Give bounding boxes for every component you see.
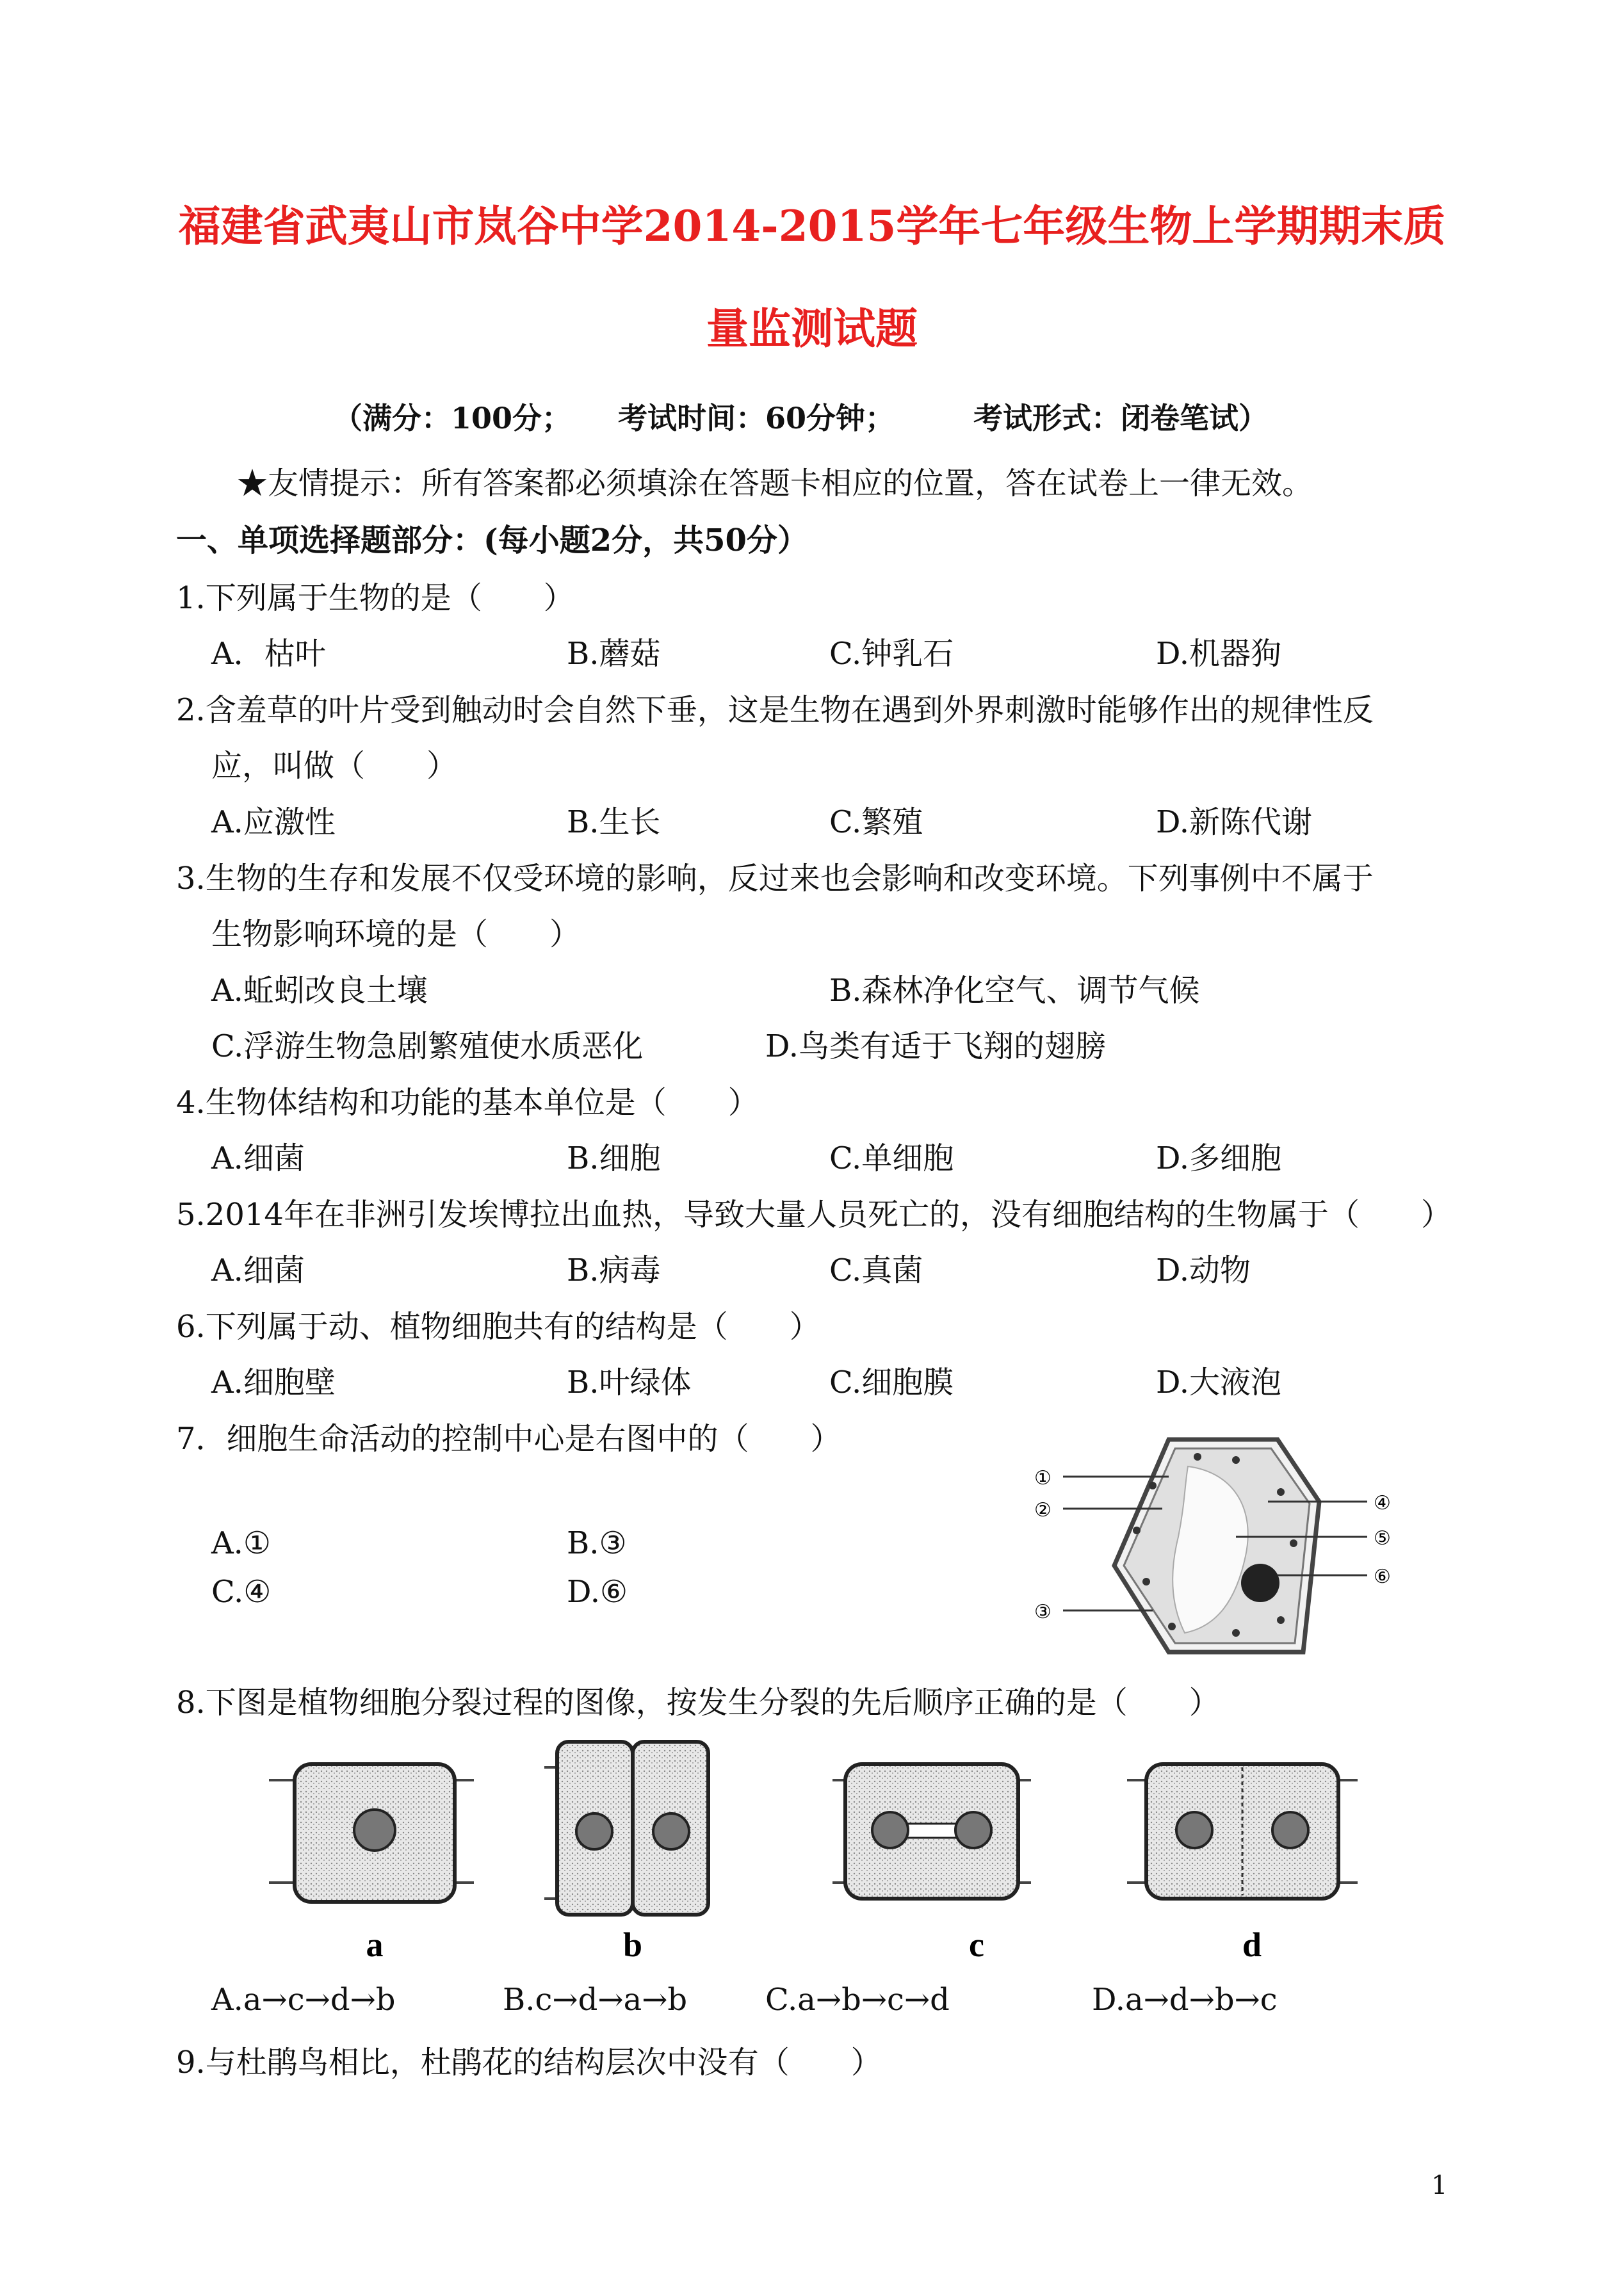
question-3-option-b: B.森林净化空气、调节气候 [829, 973, 1200, 1009]
chloroplast-dot [1277, 1488, 1285, 1496]
nucleus [1241, 1564, 1279, 1602]
question-6-stem: 6.下列属于动、植物细胞共有的结构是（ ） [176, 1309, 820, 1345]
question-1-option-c: C.钟乳石 [829, 636, 954, 672]
callout-5: ⑤ [1374, 1527, 1391, 1550]
chloroplast-dot [1290, 1539, 1297, 1547]
question-6-option-a: A.细胞壁 [211, 1365, 336, 1400]
question-4-option-d: D.多细胞 [1156, 1140, 1282, 1176]
question-6-option-c: C.细胞膜 [829, 1365, 954, 1400]
question-7-option-a: A.① [211, 1525, 271, 1561]
question-6-option-d: D.大液泡 [1156, 1365, 1282, 1400]
question-3-option-a: A.蚯蚓改良土壤 [211, 973, 428, 1009]
figure-label-d: d [1242, 1926, 1262, 1964]
question-7-option-b: B.③ [567, 1525, 627, 1561]
question-8-option-c: C.a→b→c→d [765, 1982, 950, 2018]
question-5-stem: 5.2014年在非洲引发埃博拉出血热，导致大量人员死亡的，没有细胞结构的生物属于（ ） [176, 1197, 1452, 1233]
question-8-option-a: A.a→c→d→b [211, 1982, 396, 2018]
question-2-option-a: A.应激性 [211, 804, 336, 840]
question-4-option-b: B.细胞 [567, 1140, 661, 1176]
callout-3: ③ [1034, 1601, 1052, 1623]
chloroplast-dot [1168, 1623, 1176, 1630]
cell-stage-d [1127, 1764, 1358, 1899]
question-2-option-b: B.生长 [567, 804, 661, 840]
chloroplast-dot [1133, 1527, 1141, 1534]
chloroplast-dot [1232, 1456, 1240, 1464]
question-2-option-d: D.新陈代谢 [1156, 804, 1313, 840]
question-1-option-a: A．枯叶 [211, 636, 326, 672]
question-8-stem: 8.下图是植物细胞分裂过程的图像，按发生分裂的先后顺序正确的是（ ） [176, 1685, 1220, 1721]
question-2-stem-line1: 2.含羞草的叶片受到触动时会自然下垂，这是生物在遇到外界刺激时能够作出的规律性反 [176, 692, 1374, 728]
cell-division-figure [269, 1729, 1390, 1972]
figure-label-c: c [969, 1926, 984, 1964]
question-7-stem: 7．细胞生命活动的控制中心是右图中的（ ） [176, 1421, 841, 1457]
question-5-option-b: B.病毒 [567, 1253, 661, 1288]
question-6-option-b: B.叶绿体 [567, 1365, 692, 1400]
question-3-stem-line2: 生物影响环境的是（ ） [211, 916, 581, 952]
callout-1: ① [1034, 1467, 1052, 1489]
page-number: 1 [1431, 2171, 1448, 2200]
question-1-stem: 1.下列属于生物的是（ ） [176, 580, 574, 616]
question-3-option-d: D.鸟类有适于飞翔的翅膀 [765, 1028, 1107, 1064]
cell-stage-c [832, 1764, 1031, 1899]
section-heading: 一、单项选择题部分：(每小题2分，共50分） [176, 523, 808, 558]
exam-form: 考试形式：闭卷笔试） [973, 401, 1268, 435]
question-7-option-c: C.④ [211, 1574, 272, 1610]
question-2-stem-line2: 应，叫做（ ） [211, 748, 458, 784]
question-3-option-c: C.浮游生物急剧繁殖使水质恶化 [211, 1028, 644, 1064]
question-3-stem-line1: 3.生物的生存和发展不仅受环境的影响，反过来也会影响和改变环境。下列事例中不属于 [176, 861, 1374, 896]
question-2-option-c: C.繁殖 [829, 804, 923, 840]
question-4-option-c: C.单细胞 [829, 1140, 954, 1176]
figure-label-b: b [622, 1926, 643, 1964]
callout-6: ⑥ [1374, 1566, 1391, 1588]
chloroplast-dot [1142, 1578, 1150, 1585]
question-9-stem: 9.与杜鹃鸟相比，杜鹃花的结构层次中没有（ ） [176, 2045, 882, 2080]
cell-stage-b [544, 1742, 708, 1915]
full-score: （满分：100分； [333, 401, 572, 435]
chloroplast-dot [1149, 1482, 1157, 1489]
cell-stage-a [269, 1764, 474, 1902]
chloroplast-dot [1194, 1453, 1201, 1461]
question-7-option-d: D.⑥ [567, 1574, 628, 1610]
document-title-line2: 量监测试题 [706, 304, 918, 353]
question-5-option-a: A.细菌 [211, 1253, 305, 1288]
question-8-option-d: D.a→d→b→c [1092, 1982, 1278, 2018]
question-5-option-d: D.动物 [1156, 1253, 1251, 1288]
reminder: ★友情提示：所有答案都必须填涂在答题卡相应的位置，答在试卷上一律无效。 [237, 466, 1313, 501]
question-4-option-a: A.细菌 [211, 1140, 305, 1176]
callout-2: ② [1034, 1499, 1052, 1521]
question-1-option-b: B.蘑菇 [567, 636, 661, 672]
callout-4: ④ [1374, 1492, 1391, 1514]
plant-cell-figure [1025, 1415, 1422, 1671]
document-title-line1: 福建省武夷山市岚谷中学2014-2015学年七年级生物上学期期末质 [178, 201, 1446, 251]
chloroplast-dot [1277, 1616, 1285, 1624]
question-4-stem: 4.生物体结构和功能的基本单位是（ ） [176, 1085, 759, 1121]
question-5-option-c: C.真菌 [829, 1253, 923, 1288]
question-1-option-d: D.机器狗 [1156, 636, 1282, 672]
question-8-option-b: B.c→d→a→b [503, 1982, 688, 2018]
exam-time: 考试时间：60分钟； [618, 401, 895, 435]
figure-label-a: a [366, 1926, 384, 1964]
chloroplast-dot [1232, 1629, 1240, 1637]
